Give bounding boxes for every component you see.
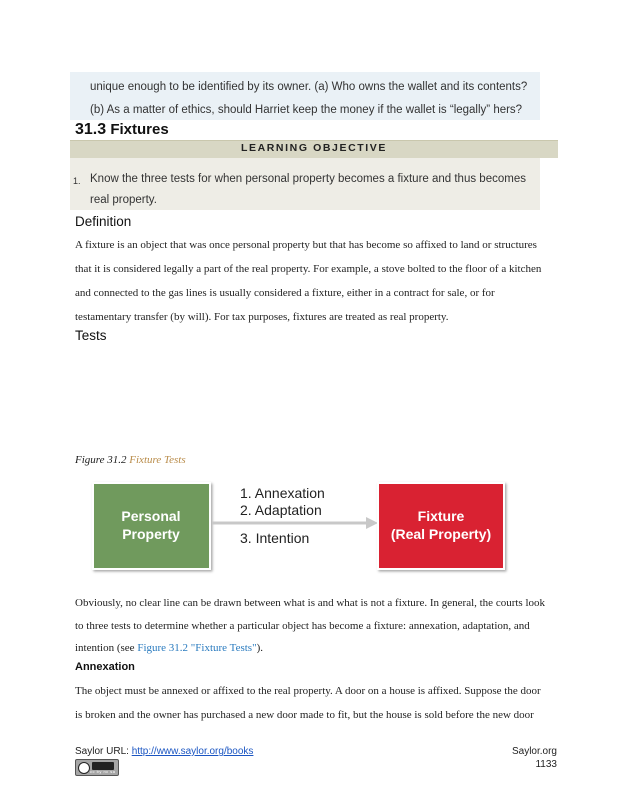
footer-url-line — [75, 746, 253, 757]
footer-org: Saylor.org — [511, 746, 557, 757]
fixture-box-line-2: (Real Property) — [390, 526, 492, 542]
figure-title: Fixture Tests — [129, 454, 186, 466]
paragraph2-line-3-before: intention (see — [75, 642, 138, 654]
footer-url-link[interactable]: http://www.saylor.org/books — [131, 746, 254, 757]
paragraph2-line-2: to three tests to determine whether a particular object has become a fixture: annexation, adaptation, and — [75, 620, 530, 632]
section-title-text: Fixtures — [110, 121, 169, 138]
test-intention: 3. Intention — [240, 530, 310, 546]
paragraph2-line-3 — [75, 642, 263, 654]
test-adaptation: 2. Adaptation — [240, 502, 322, 518]
cc-license-badge[interactable] — [75, 759, 119, 776]
tests-heading: Tests — [75, 328, 107, 343]
question-line-1: unique enough to be identified by its owner. (a) Who owns the wallet and its contents? — [90, 81, 528, 93]
paragraph2-line-1: Obviously, no clear line can be drawn between what is and what is not a fixture. In general, the courts look — [75, 597, 546, 609]
section-title — [75, 121, 169, 139]
footer-page-number: 1133 — [535, 759, 557, 770]
definition-line-2: that it is considered legally a part of the real property. For example, a stove bolted to the floor of a kitchen — [75, 263, 542, 275]
personal-box-line-1: Personal — [121, 508, 181, 524]
learning-objective-line-2: real property. — [90, 194, 157, 206]
cc-icon — [78, 762, 90, 774]
annexation-heading: Annexation — [75, 661, 135, 673]
fixture-tests-diagram — [90, 476, 510, 576]
license-text: cc by nc sa — [90, 769, 116, 774]
test-annexation: 1. Annexation — [240, 485, 325, 501]
personal-box-line-2: Property — [122, 526, 180, 542]
definition-line-1: A fixture is an object that was once personal property but that has become so affixed to land or structures — [75, 239, 537, 251]
paragraph2-line-3-after: ). — [256, 642, 263, 654]
learning-objective-number: 1. — [73, 176, 81, 186]
question-line-2: (b) As a matter of ethics, should Harriet keep the money if the wallet is “legally” hers? — [90, 104, 523, 116]
annexation-line-2: is broken and the owner has purchased a new door made to fit, but the house is sold before the new door — [75, 709, 534, 721]
annexation-line-1: The object must be annexed or affixed to the real property. A door on a house is affixed. Suppose the door — [75, 685, 541, 697]
figure-caption — [75, 454, 186, 466]
arrow-head — [366, 517, 378, 529]
learning-objective-line-1: Know the three tests for when personal property becomes a fixture and thus becomes — [90, 173, 526, 185]
figure-label: Figure 31.2 — [75, 454, 130, 466]
learning-objective-header: LEARNING OBJECTIVE — [240, 142, 388, 154]
definition-line-3: and connected to the gas lines is usually considered a fixture, either in a contract for sale, or for — [75, 287, 495, 299]
definition-heading: Definition — [75, 214, 132, 229]
definition-line-4: testamentary transfer (by will). For tax purposes, fixtures are treated as real property. — [75, 311, 449, 323]
fixture-box-line-1: Fixture — [417, 508, 465, 524]
footer-url-label: Saylor URL: — [75, 746, 132, 757]
section-number: 31.3 — [75, 121, 107, 138]
figure-reference-link[interactable]: Figure 31.2 "Fixture Tests" — [137, 642, 257, 654]
